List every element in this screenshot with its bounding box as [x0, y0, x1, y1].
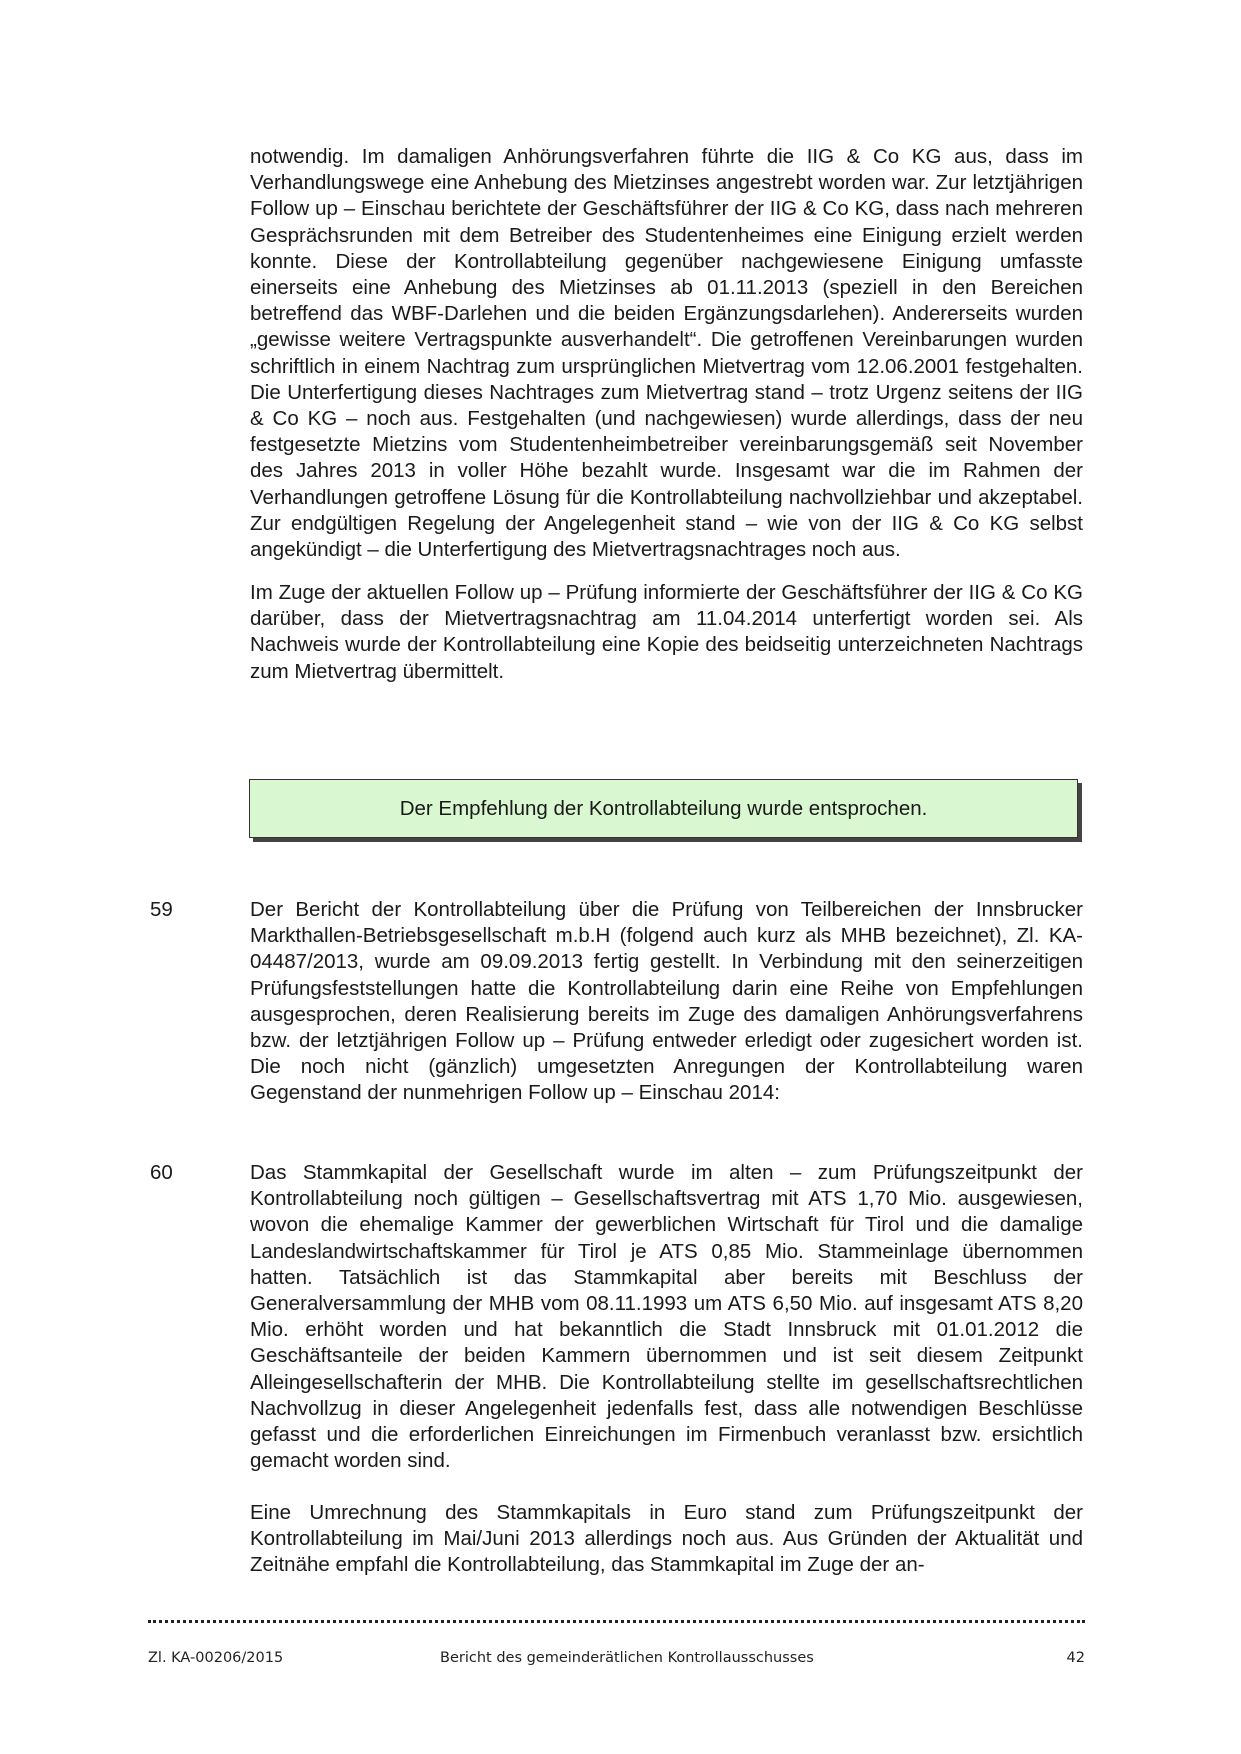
footer-reference: Zl. KA-00206/2015	[148, 1650, 284, 1666]
paragraph-60-continued: Eine Umrechnung des Stammkapitals in Euro stand zum Prüfungszeitpunkt der Kontrollabteilung im Mai/Juni 2013 allerdings noch aus. Aus Gründen der Aktualität und Zeitnähe empfahl die Kontrollabteilung, das Stammkapital im Zuge der an-	[250, 1501, 1083, 1577]
page-number: 42	[1066, 1650, 1085, 1666]
paragraph-60: Das Stammkapital der Gesellschaft wurde im alten – zum Prüfungszeitpunkt der Kontrollabteilung noch gültigen – Gesellschaftsvertrag mit ATS 1,70 Mio. ausgewiesen, wovon die ehemalige Kammer der gewerblichen Wirtschaft für Tirol und die damalige Landeslandwirtschaftskammer für Tirol je ATS 0,85 Mio. Stammeinlage übernommen hatten. Tatsächlich ist das Stammkapital aber bereits mit Beschluss der Generalversammlung der MHB vom 08.11.1993 um ATS 6,50 Mio. auf insgesamt ATS 8,20 Mio. erhöht worden und hat bekanntlich die Stadt Innsbruck mit 01.01.2012 die Geschäftsanteile der beiden Kammern übernommen und ist seit diesem Zeitpunkt Alleingesellschafterin der MHB. Die Kontrollabteilung stellte im gesellschaftsrechtlichen Nachvollzug in dieser Angelegenheit jedenfalls fest, dass alle notwendigen Beschlüsse gefasst und die erforderlichen Einreichungen im Firmenbuch veranlasst bzw. ersichtlich gemacht worden sind.	[250, 1161, 1083, 1473]
callout-text: Der Empfehlung der Kontrollabteilung wurde entsprochen.	[399, 796, 928, 820]
footer-divider	[148, 1620, 1085, 1623]
paragraph-iig-mietvertrag: notwendig. Im damaligen Anhörungsverfahren führte die IIG & Co KG aus, dass im Verhandlungswege eine Anhebung des Mietzinses angestrebt worden war. Zur letztjährigen Follow up – Einschau berichtete der Geschäftsführer der IIG & Co KG, dass nach mehreren Gesprächsrunden mit dem Betreiber des Studentenheimes eine Einigung erzielt werden konnte. Diese der Kontrollabteilung gegenüber nachgewiesene Einigung umfasste einerseits eine Anhebung des Mietzinses ab 01.11.2013 (speziell in den Bereichen betreffend das WBF-Darlehen und die beiden Ergänzungsdarlehen). Andererseits wurden „gewisse weitere Vertragspunkte ausverhandelt“. Die getroffenen Vereinbarungen wurden schriftlich in einem Nachtrag zum ursprünglichen Mietvertrag vom 12.06.2001 festgehalten. Die Unterfertigung dieses Nachtrages zum Mietvertrag stand – trotz Urgenz seitens der IIG & Co KG – noch aus. Festgehalten (und nachgewiesen) wurde allerdings, dass der neu festgesetzte Mietzins vom Studentenheimbetreiber vereinbarungsgemäß seit November des Jahres 2013 in voller Höhe bezahlt wurde. Insgesamt war die im Rahmen der Verhandlungen getroffene Lösung für die Kontrollabteilung nachvollziehbar und akzeptabel. Zur endgültigen Regelung der Angelegenheit stand – wie von der IIG & Co KG selbst angekündigt – die Unterfertigung des Mietvertragsnachtrages noch aus.	[250, 145, 1083, 562]
footer-title: Bericht des gemeinderätlichen Kontrollausschusses	[440, 1650, 814, 1666]
paragraph-follow-up-pruefung: Im Zuge der aktuellen Follow up – Prüfung informierte der Geschäftsführer der IIG & Co KG darüber, dass der Mietvertragsnachtrag am 11.04.2014 unterfertigt worden sei. Als Nachweis wurde der Kontrollabteilung eine Kopie des beidseitig unterzeichneten Nachtrags zum Mietvertrag übermittelt.	[250, 581, 1083, 683]
paragraph-59: Der Bericht der Kontrollabteilung über die Prüfung von Teilbereichen der Innsbrucker Markthallen-Betriebsgesellschaft m.b.H (folgend auch kurz als MHB bezeichnet), Zl. KA-04487/2013, wurde am 09.09.2013 fertig gestellt. In Verbindung mit den seinerzeitigen Prüfungsfeststellungen hatte die Kontrollabteilung darin eine Reihe von Empfehlungen ausgesprochen, deren Realisierung bereits im Zuge des damaligen Anhörungsverfahrens bzw. der letztjährigen Follow up – Prüfung entweder erledigt oder zugesichert worden ist. Die noch nicht (gänzlich) umgesetzten Anregungen der Kontrollabteilung waren Gegenstand der nunmehrigen Follow up – Einschau 2014:	[250, 898, 1083, 1105]
recommendation-callout	[249, 779, 1078, 838]
paragraph-number-59: 59	[150, 898, 173, 921]
paragraph-number-60: 60	[150, 1161, 173, 1184]
